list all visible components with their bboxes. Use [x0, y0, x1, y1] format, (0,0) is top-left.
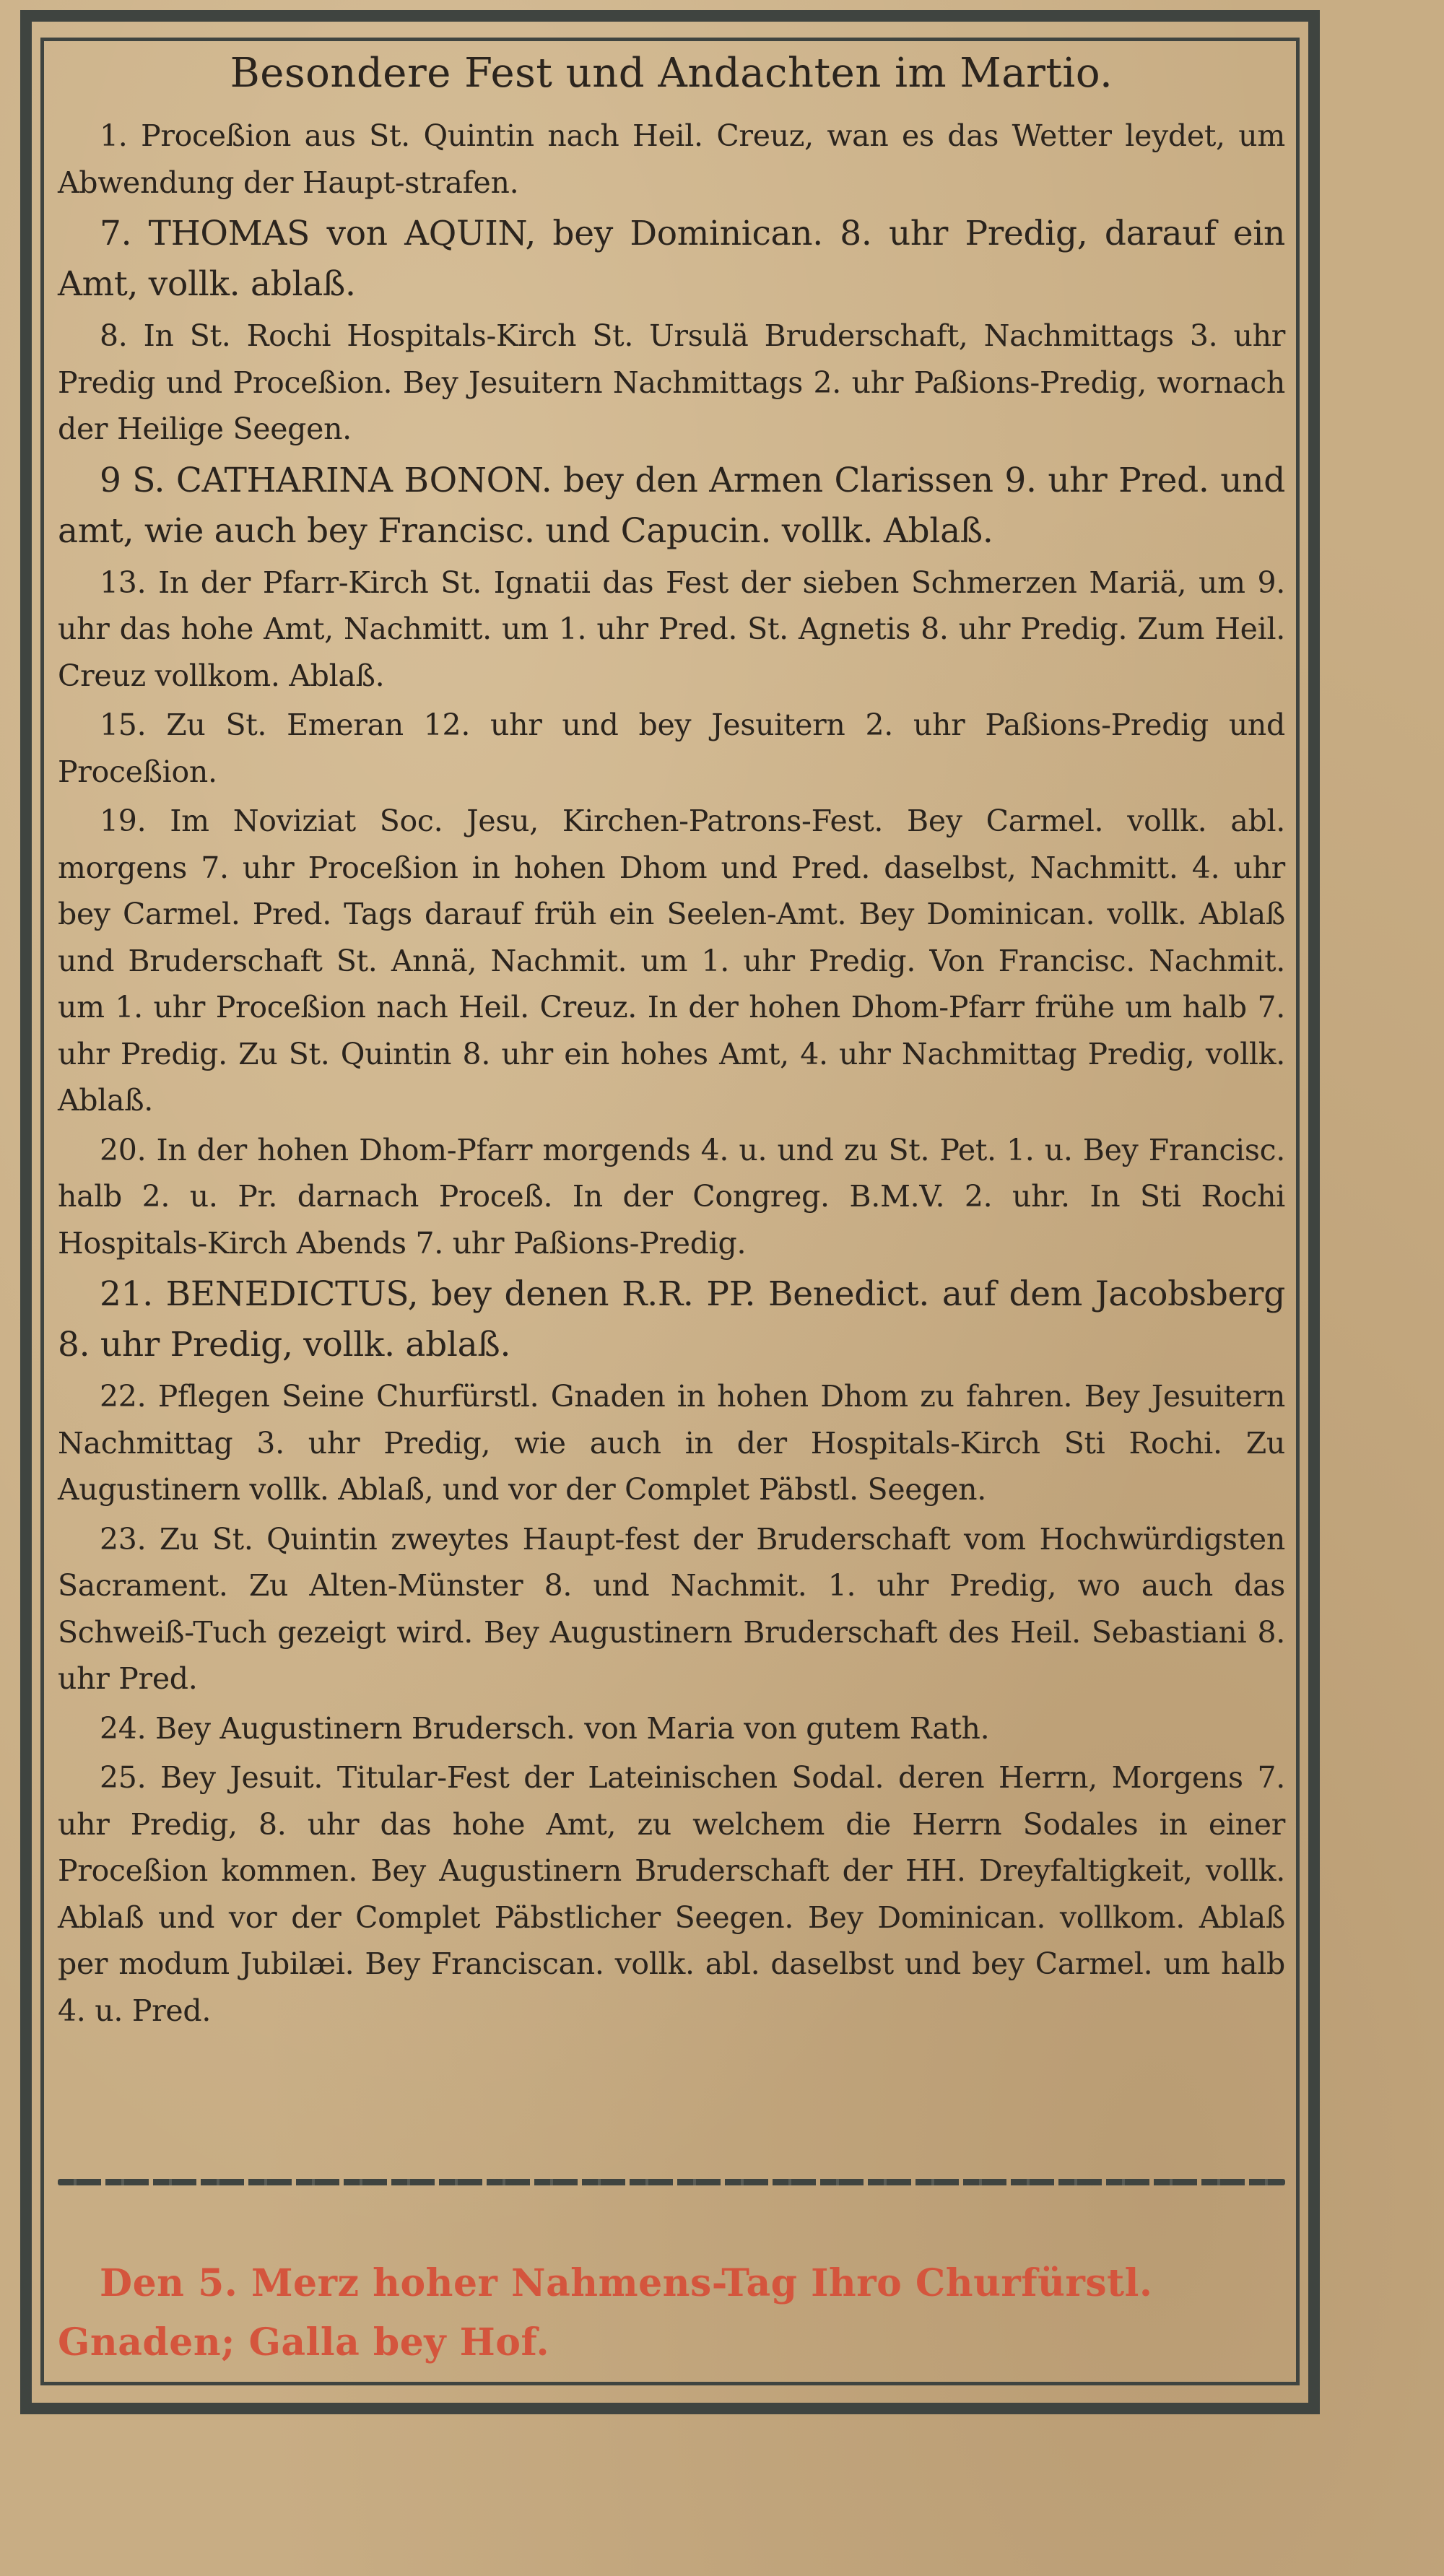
entry-day-1: 1. Proceßion aus St. Quintin nach Heil. Creuz, wan es das Wetter leydet, um Abwendung der Haupt-strafen.	[58, 118, 1285, 200]
entry-day-23: 23. Zu St. Quintin zweytes Haupt-fest der Bruderschaft vom Hochwürdigsten Sacrament. Zu Alten-Münster 8. und Nachmit. 1. uhr Predig, wo auch das Schweiß-Tuch gezeigt wird. Bey Augustinern Bruderschaft des Heil. Sebastiani 8. uhr Pred.	[58, 1521, 1285, 1696]
entry-day-19: 19. Im Noviziat Soc. Jesu, Kirchen-Patrons-Fest. Bey Carmel. vollk. abl. morgens 7. uhr Proceßion in hohen Dhom und Pred. daselbst, Nachmitt. 4. uhr bey Carmel. Pred. Tags darauf früh ein Seelen-Amt. Bey Dominican. vollk. Ablaß und Bruderschaft St. Annä, Nachmit. um 1. uhr Predig. Von Francisc. Nachmit. um 1. uhr Proceßion nach Heil. Creuz. In der hohen Dhom-Pfarr frühe um halb 7. uhr Predig. Zu St. Quintin 8. uhr ein hohes Amt, 4. uhr Nachmittag Predig, vollk. Ablaß.	[58, 804, 1285, 1118]
entry-day-25: 25. Bey Jesuit. Titular-Fest der Lateinischen Sodal. deren Herrn, Morgens 7. uhr Predig, 8. uhr das hohe Amt, zu welchem die Herrn Sodales in einer Proceßion kommen. Bey Augustinern Bruderschaft der HH. Dreyfaltigkeit, vollk. Ablaß und vor der Complet Päbstlicher Seegen. Bey Dominican. vollkom. Ablaß per modum Jubilæi. Bey Franciscan. vollk. abl. daselbst und bey Carmel. um halb 4. u. Pred.	[58, 1760, 1285, 2028]
entry-day-15: 15. Zu St. Emeran 12. uhr und bey Jesuitern 2. uhr Paßions-Predig und Proceßion.	[58, 708, 1285, 789]
page-title: Besondere Fest und Andachten im Martio.	[230, 50, 1113, 97]
entry-day-9: 9 S. CATHARINA BONON. bey den Armen Clarissen 9. uhr Pred. und amt, wie auch bey Francisc. und Capucin. vollk. Ablaß.	[58, 460, 1285, 551]
entry-day-22: 22. Pflegen Seine Churfürstl. Gnaden in hohen Dhom zu fahren. Bey Jesuitern Nachmittag 3. uhr Predig, wie auch in der Hospitals-Kirch Sti Rochi. Zu Augustinern vollk. Ablaß, und vor der Complet Päbstl. Seegen.	[58, 1379, 1285, 1507]
entry-day-8: 8. In St. Rochi Hospitals-Kirch St. Ursulä Bruderschaft, Nachmittags 3. uhr Predig und Proceßion. Bey Jesuitern Nachmittags 2. uhr Paßions-Predig, wornach der Heilige Seegen.	[58, 318, 1285, 446]
entry-day-7: 7. THOMAS von AQUIN, bey Dominican. 8. uhr Predig, darauf ein Amt, vollk. ablaß.	[58, 214, 1285, 304]
red-notice: Den 5. Merz hoher Nahmens-Tag Ihro Churfürstl. Gnaden; Galla bey Hof.	[58, 2261, 1153, 2364]
divider-rule	[58, 2179, 1285, 2185]
entry-day-13: 13. In der Pfarr-Kirch St. Ignatii das Fest der sieben Schmerzen Mariä, um 9. uhr das hohe Amt, Nachmitt. um 1. uhr Pred. St. Agnetis 8. uhr Predig. Zum Heil. Creuz vollkom. Ablaß.	[58, 565, 1285, 693]
page-content	[58, 45, 1285, 2037]
entry-day-24: 24. Bey Augustinern Brudersch. von Maria von gutem Rath.	[100, 1710, 990, 1746]
entry-day-21: 21. BENEDICTUS, bey denen R.R. PP. Benedict. auf dem Jacobsberg 8. uhr Predig, vollk. ablaß.	[58, 1274, 1285, 1365]
entry-day-20: 20. In der hohen Dhom-Pfarr morgends 4. u. und zu St. Pet. 1. u. Bey Francisc. halb 2. u. Pr. darnach Proceß. In der Congreg. B.M.V. 2. uhr. In Sti Rochi Hospitals-Kirch Abends 7. uhr Paßions-Predig.	[58, 1132, 1285, 1261]
